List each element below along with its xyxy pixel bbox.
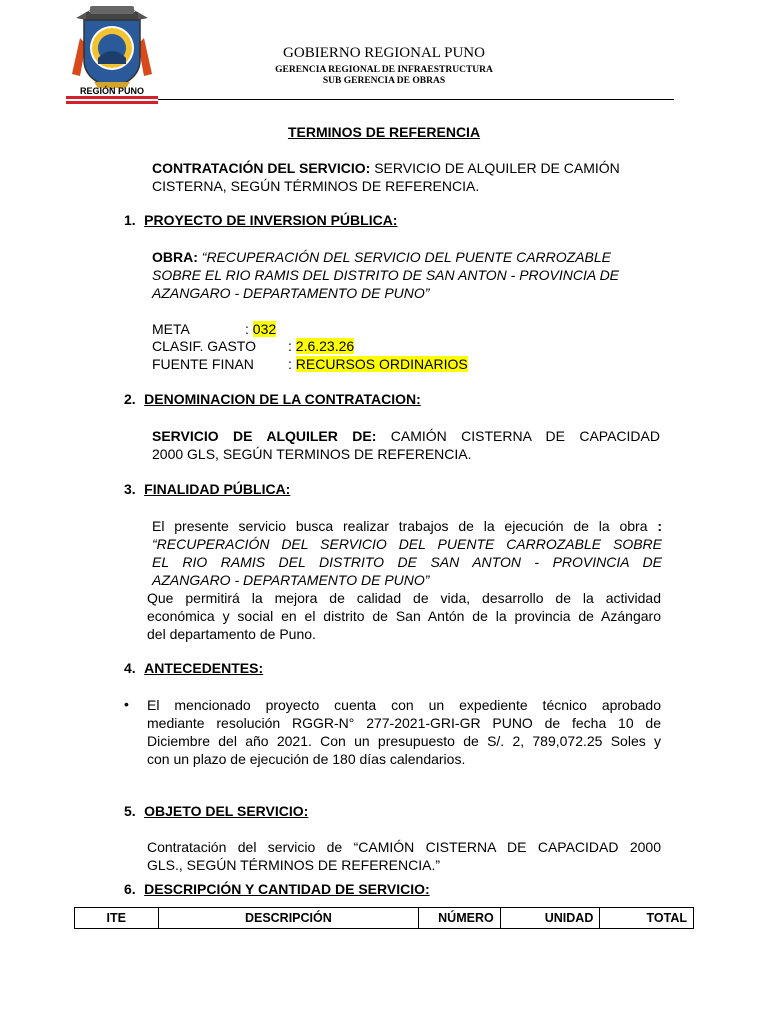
service-table [74,907,694,929]
obra-text-line3: AZANGARO - DEPARTAMENTO DE PUNO” [152,285,430,301]
antecedentes-line3: Diciembre del año 2021. Con un presupuesto de S/. 2, 789,072.25 Soles y [147,733,661,749]
fuente-finan-separator: : [288,356,292,372]
denominacion-label: SERVICIO DE ALQUILER DE: [152,428,377,444]
fuente-finan-label: FUENTE FINAN [152,356,254,372]
finalidad-obra-line1: “RECUPERACIÓN DEL SERVICIO DEL PUENTE CARROZABLE SOBRE [152,536,662,552]
contratacion-label: CONTRATACIÓN DEL SERVICIO: [152,160,371,176]
section-title: DENOMINACION DE LA CONTRATACION: [144,391,421,407]
section-5-heading [124,803,308,821]
finalidad-description-line3: del departamento de Puno. [147,626,316,642]
table-header-descripcion: DESCRIPCIÓN [158,908,419,929]
section-1-heading [124,212,397,230]
header-subtitle-gerencia: GERENCIA REGIONAL DE INFRAESTRUCTURA [275,65,493,75]
clasif-gasto-separator: : [288,338,292,354]
header-divider [158,99,674,100]
meta-separator: : [245,321,249,337]
objeto-line1: Contratación del servicio de “CAMIÓN CISTERNA DE CAPACIDAD 2000 [147,839,661,855]
objeto-line2: GLS., SEGÚN TÉRMINOS DE REFERENCIA.” [147,857,441,873]
section-number: 1. [124,212,136,228]
clasif-gasto-row [152,337,256,355]
finalidad-description-line1: Que permitirá la mejora de calidad de vida, desarrollo de la actividad [147,590,661,606]
finalidad-obra-line2: EL RIO RAMIS DEL DISTRITO DE SAN ANTON - PROVINCIA DE [152,554,662,570]
objeto-paragraph [147,838,661,874]
finalidad-description-line2: económica y social en el distrito de San Antón de la provincia de Azángaro [147,608,661,624]
meta-label: META [152,321,190,337]
obra-text-line2: SOBRE EL RIO RAMIS DEL DISTRITO DE SAN ANTON - PROVINCIA DE [152,267,620,283]
section-2-heading [124,391,421,409]
denominacion-text-line2: 2000 GLS, SEGÚN TERMINOS DE REFERENCIA. [152,446,472,462]
fuente-finan-row [152,355,254,373]
table-header-total: TOTAL [600,908,694,929]
clasif-gasto-label: CLASIF. GASTO [152,338,256,354]
document-title: TERMINOS DE REFERENCIA [287,124,481,140]
section-number: 3. [124,481,136,497]
section-title: OBJETO DEL SERVICIO: [144,803,309,819]
table-header-row [75,908,694,929]
finalidad-obra-line3: AZANGARO - DEPARTAMENTO DE PUNO” [152,572,430,588]
denominacion-paragraph [152,427,660,463]
table-header-numero: NÚMERO [419,908,501,929]
section-number: 6. [124,881,136,897]
section-number: 5. [124,803,136,819]
contratacion-text-line1: SERVICIO DE ALQUILER DE CAMIÓN [370,160,620,176]
section-3-heading [124,481,290,499]
obra-label: OBRA: [152,249,198,265]
section-4-heading [124,660,263,678]
section-title: FINALIDAD PÚBLICA: [144,481,291,497]
header-subtitle-subgerencia: SUB GERENCIA DE OBRAS [322,76,446,86]
finalidad-description [147,589,661,643]
fuente-finan-value-group [288,355,468,373]
header-title: GOBIERNO REGIONAL PUNO [283,45,485,61]
logo-caption: REGIÓN PUNO [79,86,145,96]
obra-text-line1: “RECUPERACIÓN DEL SERVICIO DEL PUENTE CARROZABLE [197,249,611,265]
finalidad-text-line1: El presente servicio busca realizar trabajos de la ejecución de la obra [152,518,648,534]
denominacion-text-line1: CAMIÓN CISTERNA DE CAPACIDAD [376,428,660,444]
contratacion-paragraph [152,159,672,195]
section-title: PROYECTO DE INVERSION PÚBLICA: [144,212,398,228]
section-6-heading [124,881,430,899]
obra-paragraph [152,248,660,302]
fuente-finan-value: RECURSOS ORDINARIOS [295,356,468,372]
section-number: 4. [124,660,136,676]
table-header-unidad: UNIDAD [500,908,600,929]
clasif-gasto-value-group [288,337,354,355]
antecedentes-line4: con un plazo de ejecución de 180 días calendarios. [147,751,466,767]
clasif-gasto-value: 2.6.23.26 [295,338,355,354]
antecedentes-line2: mediante resolución RGGR-N° 277-2021-GRI-GR PUNO de fecha 10 de [147,715,661,731]
table-header-ite: ITE [75,908,159,929]
contratacion-text-line2: CISTERNA, SEGÚN TÉRMINOS DE REFERENCIA. [152,178,480,194]
antecedentes-bullet: • [124,696,129,712]
meta-value-group [245,320,276,338]
meta-row [152,320,190,338]
meta-value: 032 [252,321,277,337]
antecedentes-paragraph [147,696,661,768]
finalidad-paragraph [152,517,662,589]
section-title: ANTECEDENTES: [144,660,264,676]
antecedentes-line1: El mencionado proyecto cuenta con un expediente técnico aprobado [147,697,661,713]
section-title: DESCRIPCIÓN Y CANTIDAD DE SERVICIO: [144,881,430,897]
finalidad-colon: : [657,518,663,534]
section-number: 2. [124,391,136,407]
